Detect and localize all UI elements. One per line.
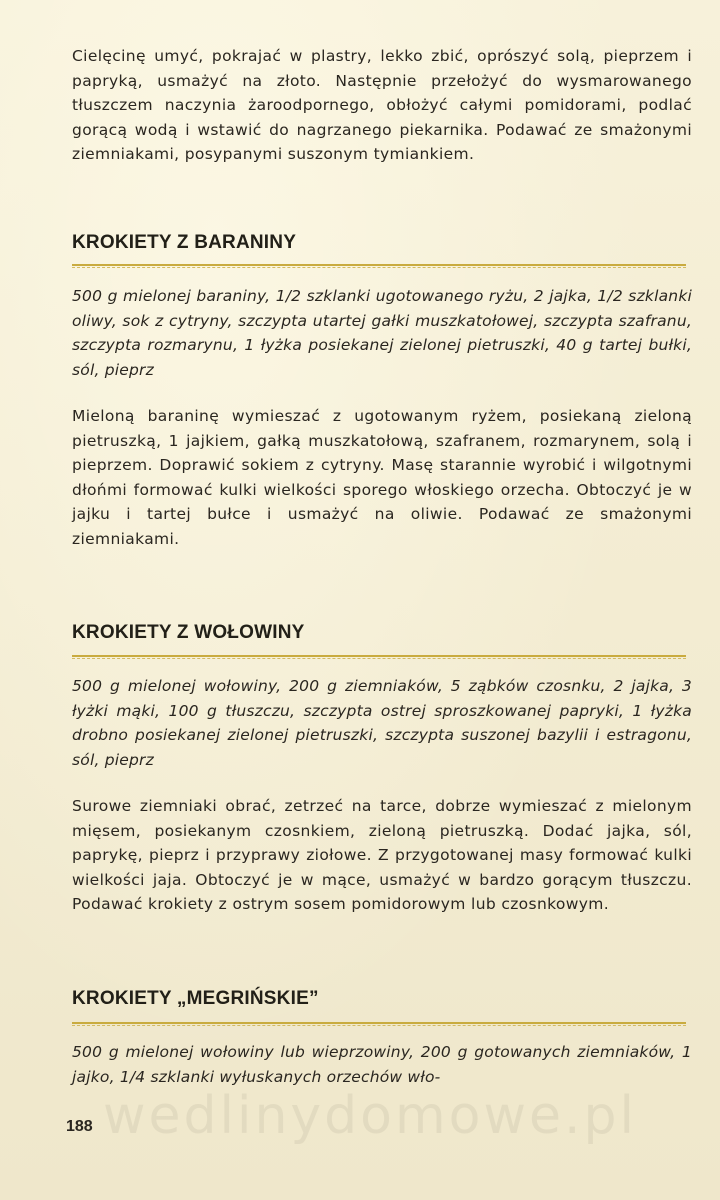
ingredients-text: 500 g mielonej wołowiny, 200 g ziemniaków, 5 ząbków czosnku, 2 jajka, 3 łyżki mąki, 100 g tłuszczu, szczypta ostrej sproszkowanej papryki, 1 łyżka drobno posiekanej zielonej pietruszki, szczypta suszonej bazylii i estragonu, sól, pieprz (72, 677, 692, 769)
recipe-title-block (72, 988, 692, 1010)
recipe-title: KROKIETY „MEGRIŃSKIE” (72, 988, 319, 1009)
method-text: Surowe ziemniaki obrać, zetrzeć na tarce, dobrze wymieszać z mielonym mięsem, posiekanym czosnkiem, zieloną pietruszką. Dodać jajka, sól, paprykę, pieprz i przyprawy ziołowe. Z przygotowanej masy formować kulki wielkości jaja. Obtoczyć je w mące, usmażyć w bardzo gorącym tłuszczu. Podawać krokiety z ostrym sosem pomidorowym lub czosnkowym. (72, 797, 692, 913)
recipe-title-block (72, 622, 692, 644)
recipe-title: KROKIETY Z BARANINY (72, 232, 297, 253)
intro-paragraph-block (72, 44, 692, 167)
ingredients-block (72, 674, 692, 772)
ingredients-text: 500 g mielonej wołowiny lub wieprzowiny, 200 g gotowanych ziemniaków, 1 jajko, 1/4 szklanki wyłuskanych orzechów wło- (72, 1043, 692, 1086)
method-block (72, 794, 692, 917)
ingredients-text: 500 g mielonej baraniny, 1/2 szklanki ugotowanego ryżu, 2 jajka, 1/2 szklanki oliwy, sok z cytryny, szczypta utartej gałki muszkatołowej, szczypta szafranu, szczypta rozmarynu, 1 łyżka posiekanej zielonej pietruszki, 40 g tartej bułki, sól, pieprz (72, 287, 692, 379)
ingredients-block (72, 1040, 692, 1089)
recipe-title: KROKIETY Z WOŁOWINY (72, 622, 305, 643)
watermark: wedlinydomowe.pl (103, 1086, 637, 1146)
intro-paragraph: Cielęcinę umyć, pokrajać w plastry, lekko zbić, oprószyć solą, pieprzem i papryką, usmażyć na złoto. Następnie przełożyć do wysmarowanego tłuszczem naczynia żaroodpornego, obłożyć całymi pomidorami, podlać gorącą wodą i wstawić do nagrzanego piekarnika. Podawać ze smażonymi ziemniakami, posypanymi suszonym tymiankiem. (72, 47, 692, 163)
method-block (72, 404, 692, 551)
recipe-title-block (72, 232, 692, 254)
method-text: Mieloną baraninę wymieszać z ugotowanym ryżem, posiekaną zieloną pietruszką, 1 jajkiem, gałką muszkatołową, szafranem, rozmarynem, solą i pieprzem. Doprawić sokiem z cytryny. Masę starannie wyrobić i wilgotnymi dłońmi formować kulki wielkości sporego włoskiego orzecha. Obtoczyć je w jajku i tartej bułce i usmażyć na oliwie. Podawać ze smażonymi ziemniakami. (72, 407, 692, 548)
title-rule (72, 1022, 686, 1024)
title-rule (72, 655, 686, 657)
page-number: 188 (66, 1118, 93, 1135)
ingredients-block (72, 284, 692, 382)
title-rule (72, 264, 686, 266)
